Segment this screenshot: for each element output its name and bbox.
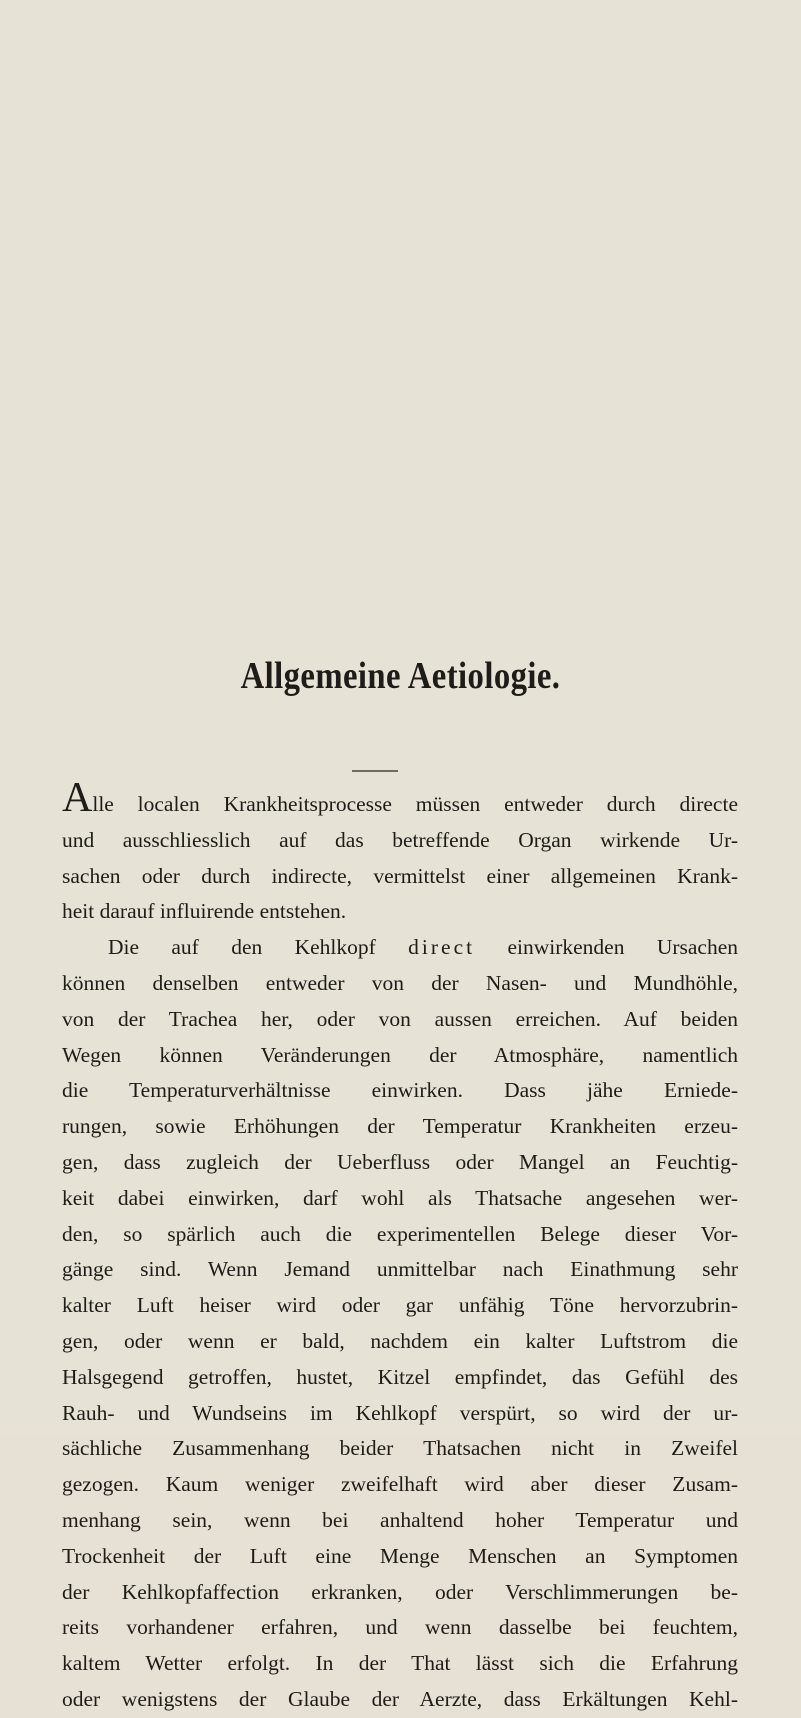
paragraph-2-line-12: gen, oder wenn er bald, nachdem ein kalter Luftstrom die xyxy=(62,1328,738,1353)
paragraph-1-line-2: und ausschliesslich auf das betreffende Organ wirkende Ur- xyxy=(62,827,738,852)
paragraph-2-line-1 xyxy=(62,930,738,966)
paragraph-2-line-11: kalter Luft heiser wird oder gar unfähig Töne hervorzubrin- xyxy=(62,1293,738,1318)
paragraph-2-line-6: rungen, sowie Erhöhungen der Temperatur Krankheiten erzeu- xyxy=(62,1114,738,1139)
paragraph-2-line-22: oder wenigstens der Glaube der Aerzte, dass Erkältungen Kehl- xyxy=(62,1686,738,1711)
paragraph-2-line-21: kaltem Wetter erfolgt. In der That lässt sich die Erfahrung xyxy=(62,1651,738,1676)
paragraph-2-line-4: Wegen können Veränderungen der Atmosphäre, namentlich xyxy=(62,1042,738,1067)
paragraph-1-lines xyxy=(62,823,738,930)
paragraph-2-line-5: die Temperaturverhältnisse einwirken. Dass jähe Erniede- xyxy=(62,1078,738,1103)
paragraph-2-line-16: gezogen. Kaum weniger zweifelhaft wird aber dieser Zusam- xyxy=(62,1472,738,1497)
paragraph-2-line-15: sächliche Zusammenhang beider Thatsachen nicht in Zweifel xyxy=(62,1436,738,1461)
paragraph-1-line-3: sachen oder durch indirecte, vermittelst einer allgemeinen Krank- xyxy=(62,863,738,888)
paragraph-2-line-19: der Kehlkopfaffection erkranken, oder Verschlimmerungen be- xyxy=(62,1579,738,1604)
paragraph-2-line-17: menhang sein, wenn bei anhaltend hoher Temperatur und xyxy=(62,1507,738,1532)
paragraph-2-line-1-end: einwirkenden Ursachen xyxy=(507,935,739,960)
paragraph-2-line-14: Rauh- und Wundseins im Kehlkopf verspürt, so wird der ur- xyxy=(62,1400,738,1425)
paragraph-2-line-10: gänge sind. Wenn Jemand unmittelbar nach Einathmung sehr xyxy=(62,1257,738,1282)
paragraph-2-line-2: können denselben entweder von der Nasen- und Mundhöhle, xyxy=(62,970,738,995)
paragraph-2-line-9: den, so spärlich auch die experimentellen Belege dieser Vor- xyxy=(62,1221,738,1246)
paragraph-2-line-8: keit dabei einwirken, darf wohl als Thatsache angesehen wer- xyxy=(62,1185,738,1210)
drop-cap: A xyxy=(62,775,93,821)
paragraph-2-line-3: von der Trachea her, oder von aussen erreichen. Auf beiden xyxy=(62,1006,738,1031)
page-title: Allgemeine Aetiologie. xyxy=(240,655,561,697)
paragraph-2-lines xyxy=(62,966,738,1718)
paragraph-2-line-7: gen, dass zugleich der Ueberfluss oder Mangel an Feuchtig- xyxy=(62,1149,738,1174)
paragraph-2-line-1-start: Die auf den Kehlkopf xyxy=(108,935,376,960)
emphasized-word-direct: direct xyxy=(408,935,476,960)
title-divider xyxy=(352,770,398,772)
paragraph-2-line-18: Trockenheit der Luft eine Menge Menschen an Symptomen xyxy=(62,1543,738,1568)
body-text xyxy=(62,775,739,1718)
paragraph-2-line-20: reits vorhandener erfahren, und wenn dasselbe bei feuchtem, xyxy=(62,1615,738,1640)
paragraph-1-line-1-text: lle localen Krankheitsprocesse müssen entweder durch directe xyxy=(92,792,738,816)
paragraph-2-line-13: Halsgegend getroffen, hustet, Kitzel empfindet, das Gefühl des xyxy=(62,1364,738,1389)
paragraph-1-line-4: heit darauf influirende entstehen. xyxy=(62,899,347,924)
paragraph-1-line-1 xyxy=(62,775,738,823)
